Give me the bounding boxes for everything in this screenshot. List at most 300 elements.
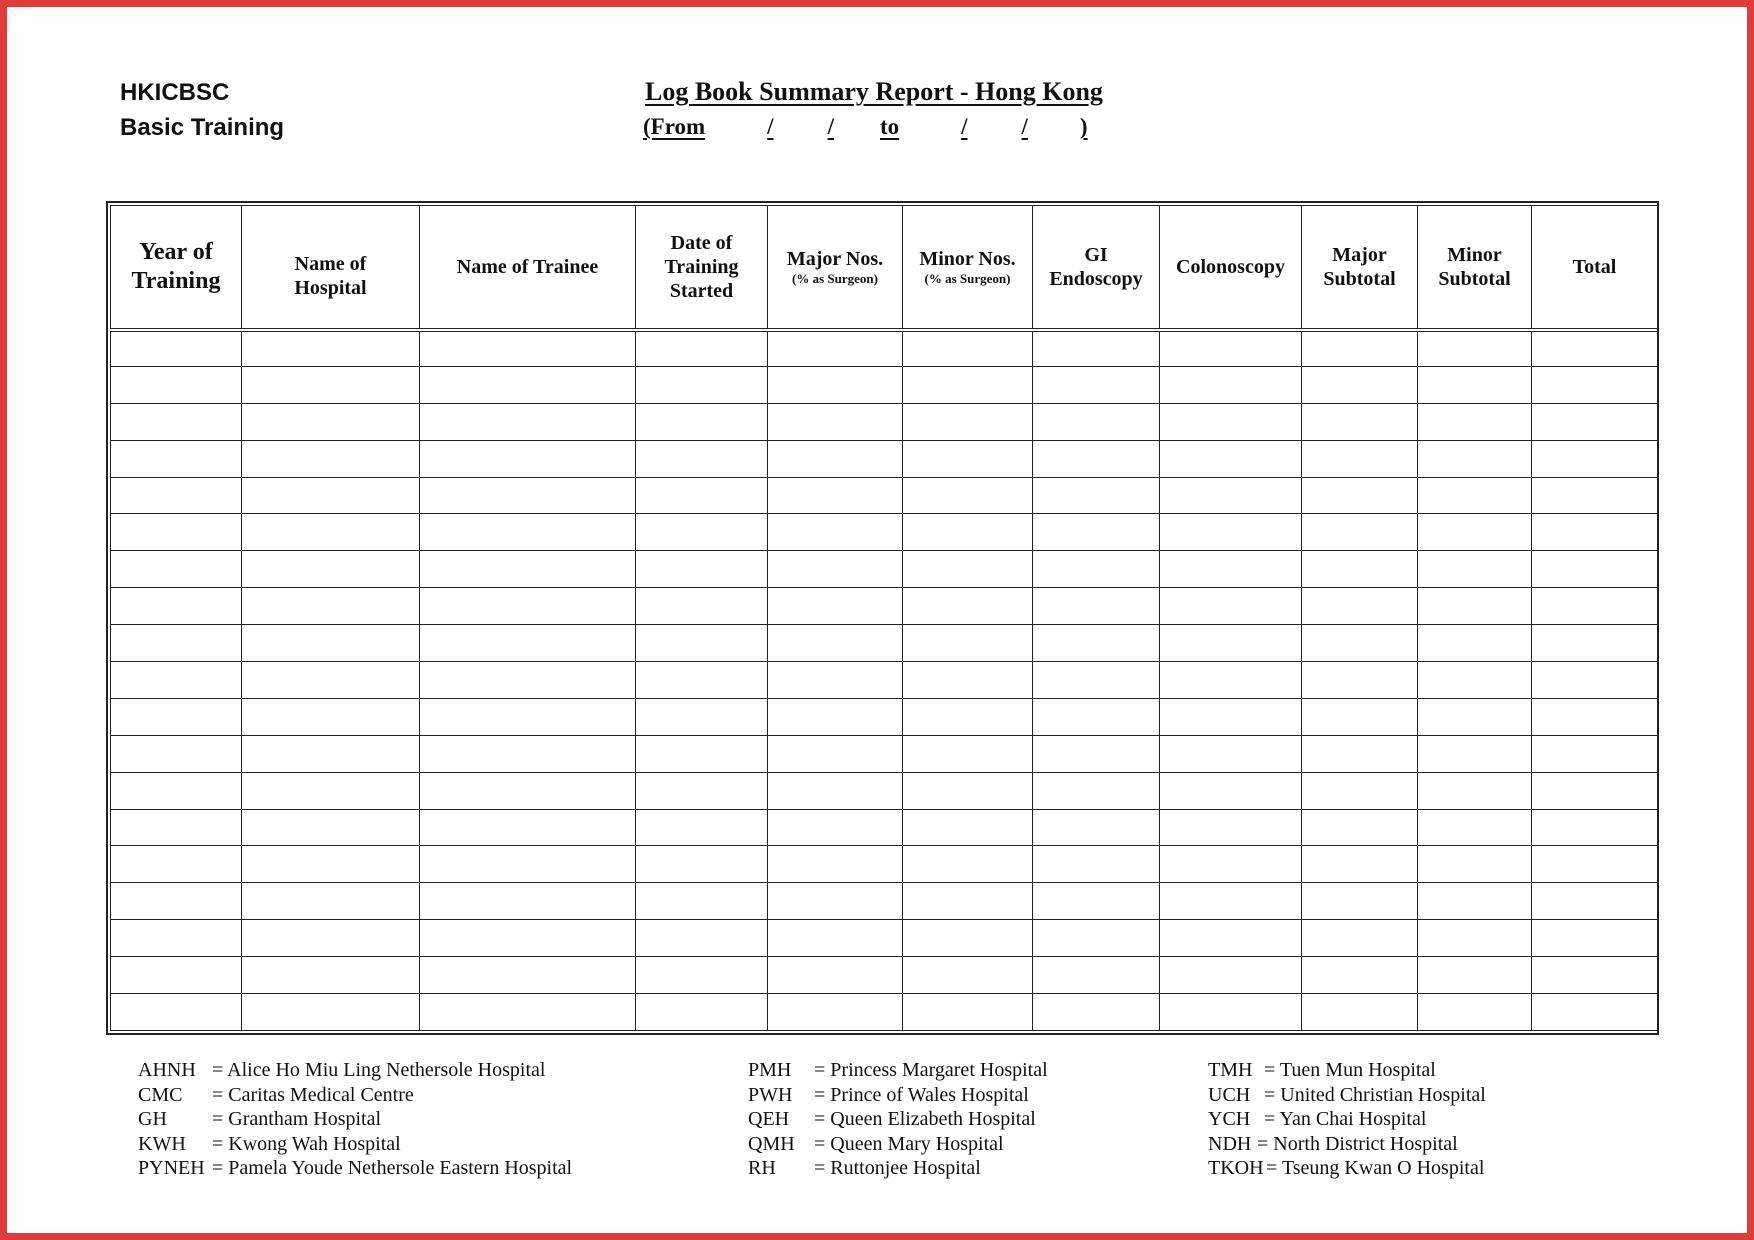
legend-abbr: RH bbox=[748, 1157, 776, 1179]
table-cell[interactable] bbox=[1302, 514, 1418, 551]
legend-desc: = Yan Chai Hospital bbox=[1264, 1108, 1427, 1130]
table-cell[interactable] bbox=[1532, 662, 1658, 699]
org-name: HKICBSC bbox=[120, 79, 230, 106]
legend-abbr: CMC bbox=[138, 1083, 183, 1106]
table-cell[interactable] bbox=[636, 477, 768, 514]
table-cell[interactable] bbox=[111, 662, 242, 699]
table-cell[interactable] bbox=[1418, 403, 1532, 440]
date-range bbox=[643, 114, 1088, 140]
table-body bbox=[111, 330, 1658, 1031]
table-row bbox=[111, 330, 1658, 367]
table-cell[interactable] bbox=[1532, 366, 1658, 403]
table-cell[interactable] bbox=[1033, 883, 1160, 920]
legend-item bbox=[1208, 1107, 1486, 1132]
table-row bbox=[111, 920, 1658, 957]
table-cell[interactable] bbox=[1532, 514, 1658, 551]
table-cell[interactable] bbox=[420, 809, 636, 846]
table-cell[interactable] bbox=[111, 920, 242, 957]
table-cell[interactable] bbox=[1033, 403, 1160, 440]
report-title: Log Book Summary Report - Hong Kong bbox=[645, 77, 1103, 106]
table-cell[interactable] bbox=[768, 772, 903, 809]
table-row bbox=[111, 514, 1658, 551]
table-cell[interactable] bbox=[636, 403, 768, 440]
table-cell[interactable] bbox=[420, 514, 636, 551]
table-cell[interactable] bbox=[636, 662, 768, 699]
table-cell[interactable] bbox=[1302, 994, 1418, 1031]
table-cell[interactable] bbox=[242, 846, 420, 883]
date-range-close: ) bbox=[1079, 114, 1088, 139]
table-cell[interactable] bbox=[1033, 994, 1160, 1031]
table-row bbox=[111, 588, 1658, 625]
legend-abbr: UCH bbox=[1208, 1083, 1251, 1106]
table-cell[interactable] bbox=[903, 662, 1033, 699]
table-cell[interactable] bbox=[1532, 809, 1658, 846]
table-cell[interactable] bbox=[242, 662, 420, 699]
legend-item bbox=[1208, 1132, 1486, 1157]
table-cell[interactable] bbox=[1302, 440, 1418, 477]
table-cell[interactable] bbox=[1160, 883, 1302, 920]
table-cell[interactable] bbox=[1532, 957, 1658, 994]
table-cell[interactable] bbox=[1033, 440, 1160, 477]
table-cell[interactable] bbox=[1160, 440, 1302, 477]
legend-item bbox=[748, 1132, 1048, 1157]
table-cell[interactable] bbox=[636, 330, 768, 367]
summary-table bbox=[110, 205, 1658, 1031]
legend-item bbox=[138, 1156, 572, 1181]
table-row bbox=[111, 883, 1658, 920]
table-cell[interactable] bbox=[1302, 403, 1418, 440]
legend-column-3 bbox=[1208, 1058, 1486, 1181]
table-cell[interactable] bbox=[903, 698, 1033, 735]
table-cell[interactable] bbox=[1302, 957, 1418, 994]
table-cell[interactable] bbox=[1418, 662, 1532, 699]
table-cell[interactable] bbox=[1160, 994, 1302, 1031]
table-cell[interactable] bbox=[111, 957, 242, 994]
table-cell[interactable] bbox=[903, 514, 1033, 551]
table-cell[interactable] bbox=[1160, 514, 1302, 551]
table-cell[interactable] bbox=[242, 957, 420, 994]
table-cell[interactable] bbox=[636, 846, 768, 883]
col-minor-subtotal: Minor Subtotal bbox=[1418, 206, 1532, 330]
table-cell[interactable] bbox=[1033, 477, 1160, 514]
table-cell[interactable] bbox=[1532, 625, 1658, 662]
legend-desc: = Kwong Wah Hospital bbox=[212, 1132, 401, 1155]
table-cell[interactable] bbox=[903, 957, 1033, 994]
table-row bbox=[111, 366, 1658, 403]
table-cell[interactable] bbox=[903, 772, 1033, 809]
table-cell[interactable] bbox=[768, 477, 903, 514]
table-cell[interactable] bbox=[242, 403, 420, 440]
table-cell[interactable] bbox=[903, 920, 1033, 957]
col-minor-nos: Minor Nos. (% as Surgeon) bbox=[903, 206, 1033, 330]
date-range-open: (From bbox=[643, 114, 706, 139]
table-cell[interactable] bbox=[1418, 809, 1532, 846]
table-cell[interactable] bbox=[1302, 772, 1418, 809]
legend-item bbox=[748, 1058, 1048, 1083]
table-row bbox=[111, 625, 1658, 662]
table-cell[interactable] bbox=[768, 735, 903, 772]
table-cell[interactable] bbox=[1418, 330, 1532, 367]
table-row bbox=[111, 735, 1658, 772]
table-cell[interactable] bbox=[242, 772, 420, 809]
table-cell[interactable] bbox=[420, 588, 636, 625]
table-row bbox=[111, 403, 1658, 440]
table-cell[interactable] bbox=[636, 809, 768, 846]
table-cell[interactable] bbox=[1532, 698, 1658, 735]
table-cell[interactable] bbox=[1302, 551, 1418, 588]
table-row bbox=[111, 551, 1658, 588]
table-cell[interactable] bbox=[1532, 440, 1658, 477]
table-cell[interactable] bbox=[111, 588, 242, 625]
table-cell[interactable] bbox=[1418, 772, 1532, 809]
col-major-subtotal: Major Subtotal bbox=[1302, 206, 1418, 330]
table-cell[interactable] bbox=[1160, 330, 1302, 367]
date-range-to: to bbox=[879, 114, 900, 139]
table-cell[interactable] bbox=[1418, 920, 1532, 957]
table-cell[interactable] bbox=[420, 846, 636, 883]
table-cell[interactable] bbox=[903, 403, 1033, 440]
table-cell[interactable] bbox=[636, 514, 768, 551]
table-cell[interactable] bbox=[420, 625, 636, 662]
table-cell[interactable] bbox=[1033, 662, 1160, 699]
legend-abbr: PWH bbox=[748, 1083, 793, 1106]
table-row bbox=[111, 477, 1658, 514]
table-cell[interactable] bbox=[1160, 698, 1302, 735]
date-separator: / bbox=[961, 114, 968, 139]
table-cell[interactable] bbox=[1532, 588, 1658, 625]
table-cell[interactable] bbox=[1418, 551, 1532, 588]
table-cell[interactable] bbox=[1418, 477, 1532, 514]
table-cell[interactable] bbox=[768, 551, 903, 588]
table-cell[interactable] bbox=[1033, 920, 1160, 957]
table-cell[interactable] bbox=[903, 330, 1033, 367]
table-cell[interactable] bbox=[420, 366, 636, 403]
legend-item bbox=[1208, 1156, 1486, 1181]
table-cell[interactable] bbox=[420, 772, 636, 809]
table-cell[interactable] bbox=[1033, 588, 1160, 625]
table-row bbox=[111, 662, 1658, 699]
table-cell[interactable] bbox=[1532, 772, 1658, 809]
table-cell[interactable] bbox=[903, 588, 1033, 625]
table-cell[interactable] bbox=[636, 957, 768, 994]
table-cell[interactable] bbox=[420, 551, 636, 588]
table-cell[interactable] bbox=[242, 514, 420, 551]
table-cell[interactable] bbox=[420, 883, 636, 920]
table-row bbox=[111, 698, 1658, 735]
table-cell[interactable] bbox=[1160, 920, 1302, 957]
table-row bbox=[111, 772, 1658, 809]
date-separator: / bbox=[767, 114, 774, 139]
table-cell[interactable] bbox=[111, 846, 242, 883]
legend-desc: = Queen Mary Hospital bbox=[814, 1132, 1004, 1155]
col-major-nos: Major Nos. (% as Surgeon) bbox=[768, 206, 903, 330]
col-name-of-trainee: Name of Trainee bbox=[420, 206, 636, 330]
col-name-of-hospital: Name of Hospital bbox=[242, 206, 420, 330]
legend-abbr: QMH bbox=[748, 1132, 795, 1155]
table-cell[interactable] bbox=[1532, 920, 1658, 957]
table-cell[interactable] bbox=[1033, 957, 1160, 994]
table-cell[interactable] bbox=[1160, 809, 1302, 846]
table-cell[interactable] bbox=[768, 625, 903, 662]
table-cell[interactable] bbox=[1302, 698, 1418, 735]
table-cell[interactable] bbox=[1532, 477, 1658, 514]
table-cell[interactable] bbox=[420, 994, 636, 1031]
table-cell[interactable] bbox=[1418, 883, 1532, 920]
table-cell[interactable] bbox=[1418, 957, 1532, 994]
table-cell[interactable] bbox=[242, 920, 420, 957]
table-cell[interactable] bbox=[768, 403, 903, 440]
table-cell[interactable] bbox=[1418, 514, 1532, 551]
legend-item bbox=[138, 1107, 572, 1132]
table-cell[interactable] bbox=[242, 994, 420, 1031]
table-cell[interactable] bbox=[1302, 662, 1418, 699]
table-cell[interactable] bbox=[768, 440, 903, 477]
legend-column-1 bbox=[138, 1058, 572, 1181]
table-cell[interactable] bbox=[1033, 735, 1160, 772]
legend-abbr: TMH bbox=[1208, 1059, 1253, 1081]
table-cell[interactable] bbox=[768, 698, 903, 735]
table-cell[interactable] bbox=[636, 920, 768, 957]
table-cell[interactable] bbox=[1160, 957, 1302, 994]
table-cell[interactable] bbox=[1302, 883, 1418, 920]
table-cell[interactable] bbox=[1532, 551, 1658, 588]
col-total: Total bbox=[1532, 206, 1658, 330]
table-cell[interactable] bbox=[242, 625, 420, 662]
legend-desc: = Tuen Mun Hospital bbox=[1264, 1059, 1436, 1081]
table-cell[interactable] bbox=[903, 809, 1033, 846]
table-cell[interactable] bbox=[1418, 698, 1532, 735]
table-cell[interactable] bbox=[242, 809, 420, 846]
table-cell[interactable] bbox=[1160, 662, 1302, 699]
table-cell[interactable] bbox=[1302, 846, 1418, 883]
legend-abbr: KWH bbox=[138, 1132, 186, 1155]
table-cell[interactable] bbox=[242, 551, 420, 588]
table-cell[interactable] bbox=[1160, 625, 1302, 662]
table-cell[interactable] bbox=[636, 883, 768, 920]
table-cell[interactable] bbox=[242, 477, 420, 514]
table-cell[interactable] bbox=[1160, 846, 1302, 883]
table-cell[interactable] bbox=[768, 957, 903, 994]
date-separator: / bbox=[1021, 114, 1028, 139]
legend-abbr: TKOH bbox=[1208, 1157, 1264, 1179]
table-cell[interactable] bbox=[1302, 920, 1418, 957]
table-cell[interactable] bbox=[420, 477, 636, 514]
table-cell[interactable] bbox=[242, 588, 420, 625]
col-date-training-started: Date of Training Started bbox=[636, 206, 768, 330]
table-cell[interactable] bbox=[242, 330, 420, 367]
table-cell[interactable] bbox=[1418, 440, 1532, 477]
table-cell[interactable] bbox=[1033, 698, 1160, 735]
table-header-row bbox=[111, 206, 1658, 330]
table-cell[interactable] bbox=[1160, 366, 1302, 403]
table-cell[interactable] bbox=[1302, 366, 1418, 403]
table-cell[interactable] bbox=[1302, 477, 1418, 514]
table-cell[interactable] bbox=[1418, 735, 1532, 772]
date-separator: / bbox=[827, 114, 834, 139]
table-cell[interactable] bbox=[420, 440, 636, 477]
table-cell[interactable] bbox=[111, 551, 242, 588]
table-cell[interactable] bbox=[1160, 551, 1302, 588]
table-cell[interactable] bbox=[903, 883, 1033, 920]
legend-desc: = Tseung Kwan O Hospital bbox=[1266, 1157, 1485, 1179]
table-cell[interactable] bbox=[1160, 588, 1302, 625]
table-cell[interactable] bbox=[1033, 551, 1160, 588]
table-cell[interactable] bbox=[636, 551, 768, 588]
table-cell[interactable] bbox=[903, 551, 1033, 588]
table-cell[interactable] bbox=[768, 809, 903, 846]
table-cell[interactable] bbox=[636, 698, 768, 735]
table-cell[interactable] bbox=[1532, 403, 1658, 440]
table-cell[interactable] bbox=[1418, 625, 1532, 662]
table-row bbox=[111, 846, 1658, 883]
legend-desc: = Alice Ho Miu Ling Nethersole Hospital bbox=[212, 1059, 546, 1081]
table-cell[interactable] bbox=[111, 366, 242, 403]
table-cell[interactable] bbox=[111, 514, 242, 551]
table-cell[interactable] bbox=[1033, 772, 1160, 809]
table-cell[interactable] bbox=[1418, 846, 1532, 883]
table-cell[interactable] bbox=[111, 698, 242, 735]
table-cell[interactable] bbox=[420, 698, 636, 735]
legend-desc: = Ruttonjee Hospital bbox=[814, 1157, 981, 1179]
table-cell[interactable] bbox=[242, 440, 420, 477]
legend-abbr: PYNEH bbox=[138, 1157, 205, 1179]
table-cell[interactable] bbox=[420, 735, 636, 772]
table-cell[interactable] bbox=[1033, 514, 1160, 551]
table-cell[interactable] bbox=[768, 920, 903, 957]
table-cell[interactable] bbox=[1033, 846, 1160, 883]
table-cell[interactable] bbox=[1532, 330, 1658, 367]
legend-item bbox=[138, 1058, 572, 1083]
table-cell[interactable] bbox=[111, 772, 242, 809]
table-row bbox=[111, 440, 1658, 477]
table-cell[interactable] bbox=[768, 883, 903, 920]
col-colonoscopy: Colonoscopy bbox=[1160, 206, 1302, 330]
table-cell[interactable] bbox=[903, 846, 1033, 883]
table-cell[interactable] bbox=[111, 403, 242, 440]
table-cell[interactable] bbox=[111, 735, 242, 772]
table-row bbox=[111, 957, 1658, 994]
table-cell[interactable] bbox=[768, 588, 903, 625]
table-cell[interactable] bbox=[903, 625, 1033, 662]
table-cell[interactable] bbox=[1033, 330, 1160, 367]
table-cell[interactable] bbox=[1160, 403, 1302, 440]
table-cell[interactable] bbox=[768, 994, 903, 1031]
table-cell[interactable] bbox=[1302, 330, 1418, 367]
table-cell[interactable] bbox=[111, 994, 242, 1031]
table-cell[interactable] bbox=[111, 883, 242, 920]
table-cell[interactable] bbox=[242, 735, 420, 772]
legend-item bbox=[748, 1156, 1048, 1181]
table-cell[interactable] bbox=[1160, 772, 1302, 809]
legend-abbr: GH bbox=[138, 1108, 167, 1130]
table-cell[interactable] bbox=[1532, 735, 1658, 772]
table-cell[interactable] bbox=[636, 366, 768, 403]
table-cell[interactable] bbox=[1033, 809, 1160, 846]
table-cell[interactable] bbox=[111, 625, 242, 662]
legend-item bbox=[748, 1107, 1048, 1132]
table-cell[interactable] bbox=[420, 920, 636, 957]
summary-table-frame bbox=[106, 201, 1659, 1035]
table-cell[interactable] bbox=[903, 477, 1033, 514]
legend-desc: = Grantham Hospital bbox=[212, 1108, 382, 1130]
legend-desc: = Pamela Youde Nethersole Eastern Hospital bbox=[212, 1157, 573, 1179]
table-cell[interactable] bbox=[1532, 994, 1658, 1031]
table-cell[interactable] bbox=[768, 330, 903, 367]
table-cell[interactable] bbox=[903, 735, 1033, 772]
table-cell[interactable] bbox=[1033, 625, 1160, 662]
table-cell[interactable] bbox=[636, 994, 768, 1031]
table-cell[interactable] bbox=[111, 440, 242, 477]
legend-item bbox=[1208, 1058, 1486, 1083]
table-cell[interactable] bbox=[242, 698, 420, 735]
table-cell[interactable] bbox=[636, 440, 768, 477]
table-cell[interactable] bbox=[1302, 588, 1418, 625]
col-gi-endoscopy: GI Endoscopy bbox=[1033, 206, 1160, 330]
legend-desc: = North District Hospital bbox=[1257, 1132, 1458, 1155]
program-name: Basic Training bbox=[120, 114, 285, 141]
table-cell[interactable] bbox=[111, 477, 242, 514]
table-cell[interactable] bbox=[242, 366, 420, 403]
legend-desc: = Princess Margaret Hospital bbox=[814, 1059, 1048, 1081]
legend-desc: = Queen Elizabeth Hospital bbox=[814, 1108, 1036, 1130]
table-cell[interactable] bbox=[903, 440, 1033, 477]
table-cell[interactable] bbox=[1033, 366, 1160, 403]
table-cell[interactable] bbox=[1302, 735, 1418, 772]
table-cell[interactable] bbox=[768, 662, 903, 699]
table-cell[interactable] bbox=[636, 625, 768, 662]
table-cell[interactable] bbox=[1532, 883, 1658, 920]
table-cell[interactable] bbox=[636, 588, 768, 625]
legend-abbr: YCH bbox=[1208, 1108, 1251, 1130]
table-row bbox=[111, 809, 1658, 846]
table-cell[interactable] bbox=[242, 883, 420, 920]
table-cell[interactable] bbox=[768, 366, 903, 403]
table-cell[interactable] bbox=[1160, 735, 1302, 772]
table-cell[interactable] bbox=[768, 846, 903, 883]
col-year-of-training: Year of Training bbox=[111, 206, 242, 330]
table-cell[interactable] bbox=[1160, 477, 1302, 514]
table-cell[interactable] bbox=[1532, 846, 1658, 883]
legend-desc: = Caritas Medical Centre bbox=[212, 1083, 414, 1106]
table-cell[interactable] bbox=[420, 957, 636, 994]
table-cell[interactable] bbox=[1418, 588, 1532, 625]
table-cell[interactable] bbox=[1418, 366, 1532, 403]
legend-item bbox=[1208, 1083, 1486, 1108]
legend-item bbox=[138, 1083, 572, 1108]
legend-column-2 bbox=[748, 1058, 1048, 1181]
legend-desc: = United Christian Hospital bbox=[1264, 1083, 1486, 1106]
legend-desc: = Prince of Wales Hospital bbox=[814, 1083, 1029, 1106]
table-cell[interactable] bbox=[420, 662, 636, 699]
table-cell[interactable] bbox=[1418, 994, 1532, 1031]
table-cell[interactable] bbox=[903, 366, 1033, 403]
table-cell[interactable] bbox=[636, 772, 768, 809]
table-row bbox=[111, 994, 1658, 1031]
table-cell[interactable] bbox=[420, 330, 636, 367]
legend-item bbox=[748, 1083, 1048, 1108]
table-cell[interactable] bbox=[111, 330, 242, 367]
table-cell[interactable] bbox=[636, 735, 768, 772]
table-cell[interactable] bbox=[1302, 809, 1418, 846]
table-cell[interactable] bbox=[768, 514, 903, 551]
legend-abbr: QEH bbox=[748, 1108, 790, 1130]
table-cell[interactable] bbox=[111, 809, 242, 846]
table-cell[interactable] bbox=[1302, 625, 1418, 662]
legend-abbr: AHNH bbox=[138, 1059, 196, 1081]
table-cell[interactable] bbox=[903, 994, 1033, 1031]
legend-abbr: NDH bbox=[1208, 1132, 1252, 1155]
table-cell[interactable] bbox=[420, 403, 636, 440]
